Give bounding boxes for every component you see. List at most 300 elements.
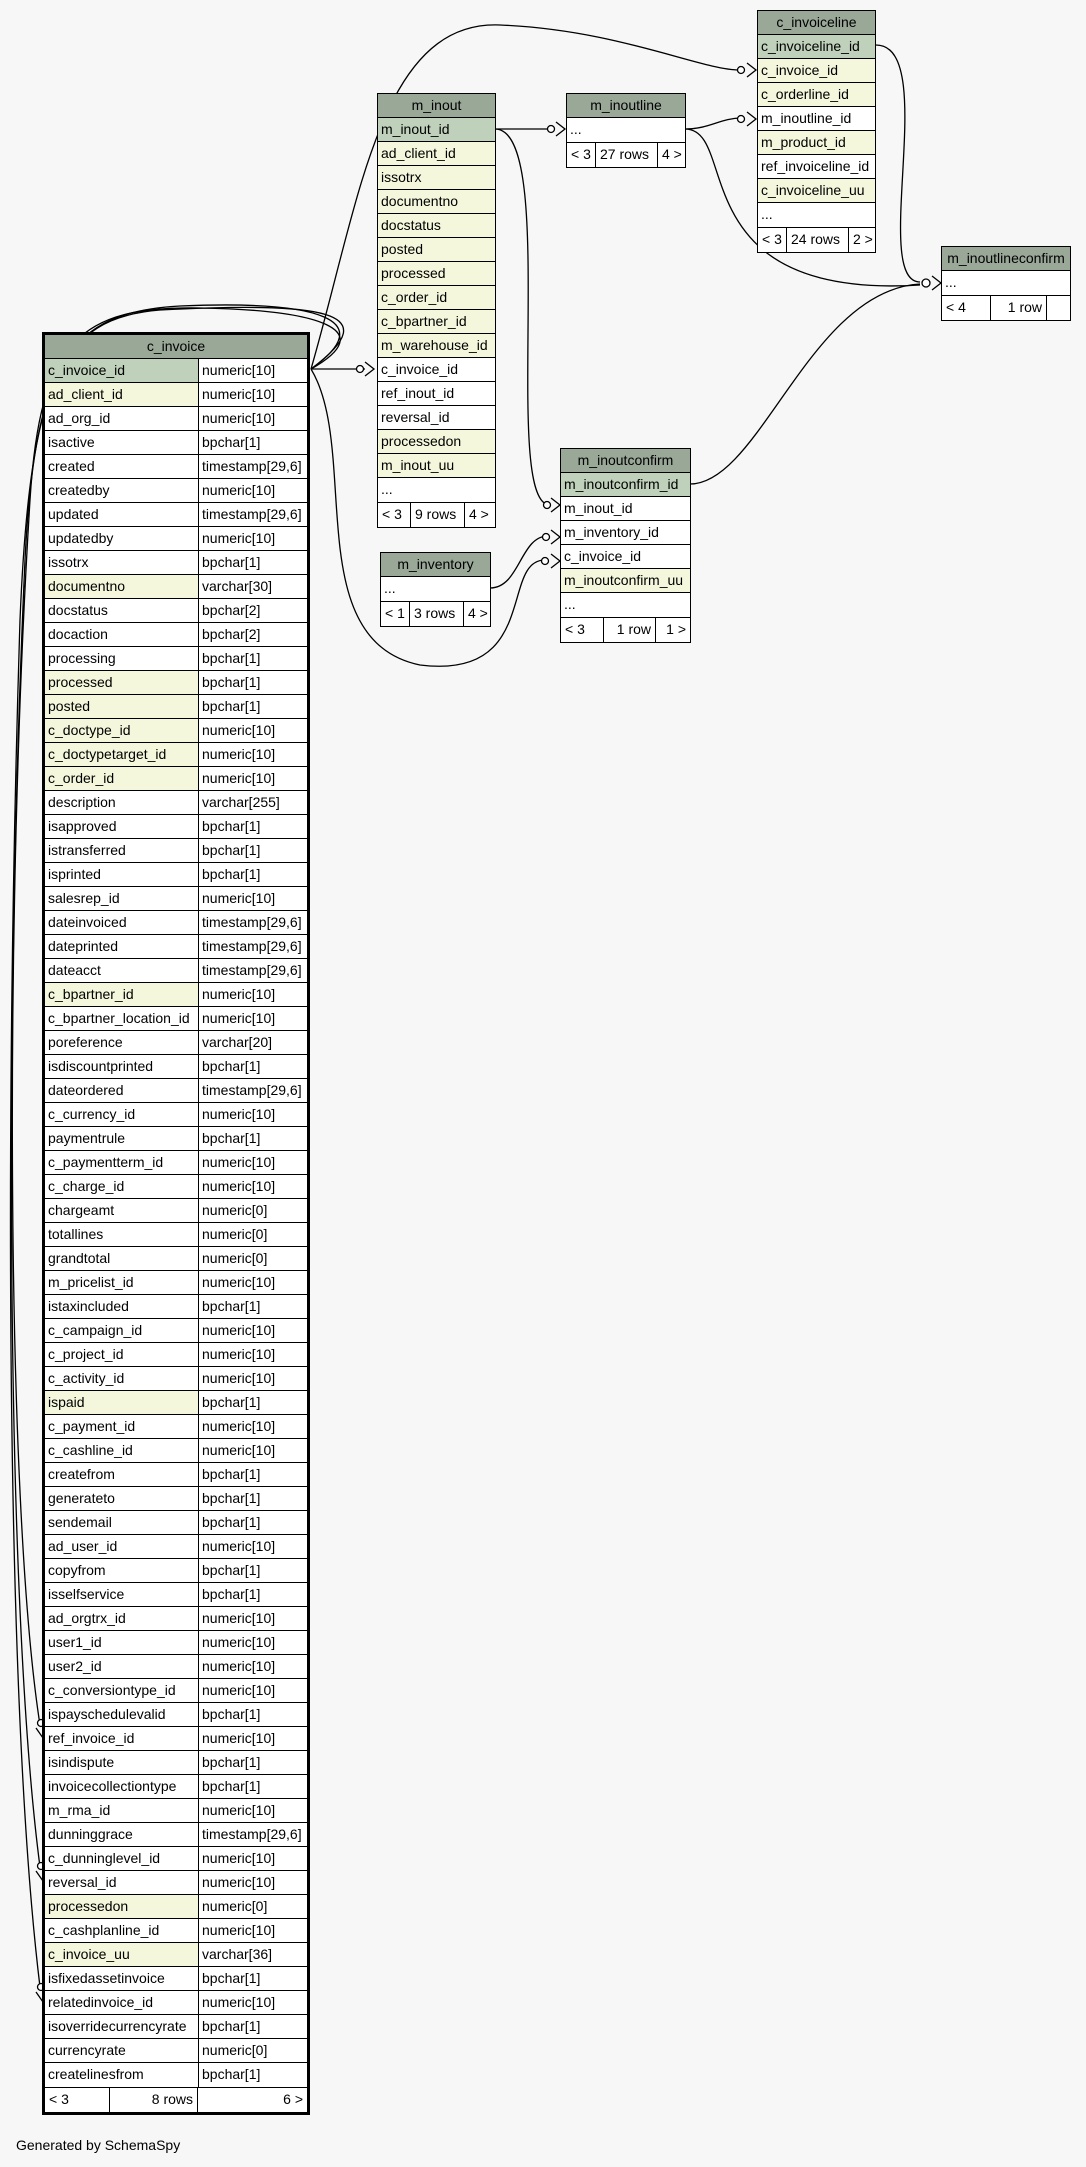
column-row[interactable]: [561, 593, 690, 617]
column-row[interactable]: [45, 863, 307, 887]
edge-marker: [365, 362, 374, 376]
column-type: numeric[10]: [198, 719, 307, 742]
column-type: bpchar[1]: [198, 1583, 307, 1606]
footer-children[interactable]: 4 >: [463, 602, 490, 626]
column-name: copyfrom: [48, 1562, 106, 1578]
column-name: ...: [761, 206, 773, 222]
column-row[interactable]: [45, 1079, 307, 1103]
column-row[interactable]: [45, 959, 307, 983]
column-name: c_orderline_id: [761, 86, 849, 102]
column-row[interactable]: [45, 839, 307, 863]
column-row[interactable]: [561, 473, 690, 497]
column-type: bpchar[1]: [198, 1703, 307, 1726]
column-name: m_warehouse_id: [381, 337, 488, 353]
footer-rows: 1 row: [990, 296, 1046, 320]
column-name: description: [48, 794, 116, 810]
column-name: grandtotal: [48, 1250, 111, 1266]
column-row[interactable]: [45, 575, 307, 599]
column-row[interactable]: [45, 479, 307, 503]
column-type: varchar[255]: [198, 791, 307, 814]
generated-by-credit[interactable]: Generated by SchemaSpy: [16, 2137, 181, 2153]
table-footer: [942, 295, 1070, 320]
column-type: numeric[10]: [198, 1991, 307, 2014]
column-row[interactable]: [45, 911, 307, 935]
column-name: dateordered: [48, 1082, 124, 1098]
column-row[interactable]: [45, 1871, 307, 1895]
column-row[interactable]: [758, 35, 875, 59]
column-name: isapproved: [48, 818, 117, 834]
column-row[interactable]: [45, 1031, 307, 1055]
column-row[interactable]: [378, 118, 495, 142]
column-name: processedon: [48, 1898, 129, 1914]
column-type: bpchar[1]: [198, 1463, 307, 1486]
table-m-inventory[interactable]: [380, 552, 491, 627]
column-name: c_invoiceline_uu: [761, 182, 865, 198]
table-title[interactable]: m_inventory: [381, 553, 490, 577]
footer-children[interactable]: 1 >: [655, 618, 690, 642]
column-type: bpchar[1]: [198, 815, 307, 838]
column-row[interactable]: [561, 569, 690, 593]
column-name: m_inventory_id: [564, 524, 659, 540]
column-type: numeric[0]: [198, 1247, 307, 1270]
edge-inoutconfirm-inventory: [490, 536, 548, 588]
column-type: numeric[10]: [198, 1439, 307, 1462]
column-name: updatedby: [48, 530, 114, 546]
column-row[interactable]: [45, 767, 307, 791]
column-name: processed: [381, 265, 446, 281]
footer-parents[interactable]: < 3: [571, 146, 591, 162]
column-type: numeric[10]: [198, 1847, 307, 1870]
column-name: ...: [384, 580, 396, 596]
column-name: c_conversiontype_id: [48, 1682, 176, 1698]
footer-children[interactable]: 4 >: [657, 143, 685, 167]
column-row[interactable]: [45, 1127, 307, 1151]
column-row[interactable]: [45, 743, 307, 767]
column-type: bpchar[1]: [198, 1295, 307, 1318]
column-name: c_doctype_id: [48, 722, 131, 738]
column-name: ad_client_id: [381, 145, 456, 161]
column-type: bpchar[1]: [198, 1391, 307, 1414]
column-row[interactable]: [45, 455, 307, 479]
column-name: ad_orgtrx_id: [48, 1610, 126, 1626]
column-name: istaxincluded: [48, 1298, 129, 1314]
column-name: c_invoice_id: [381, 361, 459, 377]
column-name: c_order_id: [381, 289, 448, 305]
column-row[interactable]: [45, 887, 307, 911]
column-name: documentno: [48, 578, 126, 594]
column-type: varchar[36]: [198, 1943, 307, 1966]
column-type: timestamp[29,6]: [198, 1079, 307, 1102]
column-name: dateprinted: [48, 938, 119, 954]
column-row[interactable]: [45, 1223, 307, 1247]
column-row[interactable]: [45, 1751, 307, 1775]
column-name: relatedinvoice_id: [48, 1994, 154, 2010]
column-row[interactable]: [45, 1535, 307, 1559]
column-name: invoicecollectiontype: [48, 1778, 177, 1794]
column-name: reversal_id: [48, 1874, 117, 1890]
column-name: ref_invoiceline_id: [761, 158, 870, 174]
footer-children[interactable]: 2 >: [848, 228, 875, 252]
column-name: m_inoutconfirm_uu: [564, 572, 684, 588]
column-type: bpchar[1]: [198, 647, 307, 670]
table-footer: [561, 617, 690, 642]
column-row[interactable]: [45, 359, 307, 383]
footer-rows: 24 rows: [786, 228, 848, 252]
column-name: m_rma_id: [48, 1802, 111, 1818]
column-row[interactable]: [45, 647, 307, 671]
column-row[interactable]: [45, 935, 307, 959]
column-row[interactable]: [378, 286, 495, 310]
column-type: numeric[10]: [198, 1343, 307, 1366]
column-type: numeric[10]: [198, 1655, 307, 1678]
column-name: updated: [48, 506, 99, 522]
column-name: dateacct: [48, 962, 101, 978]
column-type: numeric[10]: [198, 1103, 307, 1126]
column-type: bpchar[2]: [198, 623, 307, 646]
column-row[interactable]: [45, 1823, 307, 1847]
column-name: ispayschedulevalid: [48, 1706, 166, 1722]
column-name: c_invoice_id: [761, 62, 839, 78]
footer-parents[interactable]: < 4: [946, 299, 966, 315]
column-row[interactable]: [378, 262, 495, 286]
footer-parents[interactable]: < 3: [49, 2091, 69, 2107]
column-row[interactable]: [45, 1559, 307, 1583]
column-row[interactable]: [45, 1583, 307, 1607]
footer-rows: 27 rows: [595, 143, 657, 167]
column-row[interactable]: [45, 791, 307, 815]
column-name: c_invoice_uu: [48, 1946, 130, 1962]
column-name: isprinted: [48, 866, 101, 882]
column-row[interactable]: [378, 334, 495, 358]
column-name: ...: [564, 596, 576, 612]
column-row[interactable]: [45, 1847, 307, 1871]
column-row[interactable]: [758, 107, 875, 131]
column-name: docstatus: [48, 602, 108, 618]
column-name: c_bpartner_id: [48, 986, 134, 1002]
column-type: numeric[10]: [198, 1679, 307, 1702]
column-row[interactable]: [45, 551, 307, 575]
column-name: m_inout_id: [381, 121, 450, 137]
column-row[interactable]: [45, 1943, 307, 1967]
column-row[interactable]: [45, 1415, 307, 1439]
column-row[interactable]: [45, 1703, 307, 1727]
column-type: numeric[10]: [198, 527, 307, 550]
column-list: [381, 577, 490, 601]
column-name: ispaid: [48, 1394, 85, 1410]
table-title[interactable]: m_inoutlineconfirm: [942, 247, 1070, 271]
column-name: createlinesfrom: [48, 2066, 144, 2082]
column-row[interactable]: [45, 1631, 307, 1655]
column-row[interactable]: [758, 59, 875, 83]
table-c-invoice[interactable]: [42, 332, 310, 2115]
column-row[interactable]: [45, 1391, 307, 1415]
column-list: [45, 359, 307, 2087]
column-row[interactable]: [45, 431, 307, 455]
footer-children[interactable]: 6 >: [197, 2088, 307, 2112]
column-row[interactable]: [45, 2063, 307, 2087]
column-type: numeric[0]: [198, 1199, 307, 1222]
column-name: generateto: [48, 1490, 115, 1506]
column-type: numeric[10]: [198, 1871, 307, 1894]
column-type: bpchar[1]: [198, 551, 307, 574]
column-row[interactable]: [45, 1511, 307, 1535]
column-row[interactable]: [45, 1103, 307, 1127]
column-row[interactable]: [378, 190, 495, 214]
column-row[interactable]: [45, 1055, 307, 1079]
column-name: m_inout_uu: [381, 457, 455, 473]
column-list: [561, 473, 690, 617]
column-row[interactable]: [45, 1775, 307, 1799]
column-row[interactable]: [45, 1439, 307, 1463]
column-type: timestamp[29,6]: [198, 935, 307, 958]
column-name: ref_invoice_id: [48, 1730, 135, 1746]
edge-inoutconfirm-inout: [495, 129, 550, 505]
column-name: documentno: [381, 193, 459, 209]
column-type: bpchar[1]: [198, 1511, 307, 1534]
column-row[interactable]: [45, 1319, 307, 1343]
column-type: numeric[10]: [198, 1727, 307, 1750]
column-type: numeric[10]: [198, 887, 307, 910]
table-title[interactable]: m_inoutconfirm: [561, 449, 690, 473]
column-row[interactable]: [561, 497, 690, 521]
table-m-inout[interactable]: [377, 93, 496, 528]
column-type: bpchar[1]: [198, 1967, 307, 1990]
table-m-inoutlineconfirm[interactable]: [941, 246, 1071, 321]
column-type: numeric[10]: [198, 1607, 307, 1630]
column-row[interactable]: [758, 203, 875, 227]
column-row[interactable]: [45, 1007, 307, 1031]
table-footer: [378, 502, 495, 527]
column-row[interactable]: [45, 1655, 307, 1679]
footer-rows: 8 rows: [109, 2088, 197, 2112]
edge-marker: [544, 502, 551, 509]
column-name: m_inout_id: [564, 500, 633, 516]
column-name: dunninggrace: [48, 1826, 133, 1842]
table-footer: [758, 227, 875, 252]
edge-marker: [747, 112, 756, 126]
column-row[interactable]: [758, 131, 875, 155]
table-m-inoutconfirm[interactable]: [560, 448, 691, 643]
column-row[interactable]: [45, 695, 307, 719]
table-title[interactable]: m_inoutline: [567, 94, 685, 118]
footer-rows: 1 row: [603, 618, 655, 642]
column-type: bpchar[1]: [198, 1775, 307, 1798]
column-row[interactable]: [942, 271, 1070, 295]
column-row[interactable]: [378, 238, 495, 262]
column-type: timestamp[29,6]: [198, 1823, 307, 1846]
column-name: c_payment_id: [48, 1418, 136, 1434]
column-row[interactable]: [45, 1247, 307, 1271]
column-row[interactable]: [45, 983, 307, 1007]
column-type: numeric[10]: [198, 1799, 307, 1822]
column-type: numeric[10]: [198, 1535, 307, 1558]
column-row[interactable]: [45, 383, 307, 407]
column-type: numeric[10]: [198, 1175, 307, 1198]
table-footer: [45, 2087, 307, 2112]
footer-rows: 3 rows: [409, 602, 463, 626]
footer-children[interactable]: 4 >: [464, 503, 495, 527]
column-row[interactable]: [45, 1967, 307, 1991]
column-row[interactable]: [45, 1295, 307, 1319]
column-row[interactable]: [45, 1463, 307, 1487]
footer-parents[interactable]: < 1: [385, 605, 405, 621]
column-row[interactable]: [378, 430, 495, 454]
table-title[interactable]: c_invoiceline: [758, 11, 875, 35]
column-row[interactable]: [378, 478, 495, 502]
column-row[interactable]: [45, 815, 307, 839]
column-row[interactable]: [567, 118, 685, 142]
column-list: [942, 271, 1070, 295]
column-type: numeric[10]: [198, 383, 307, 406]
column-row[interactable]: [45, 503, 307, 527]
column-name: c_cashline_id: [48, 1442, 133, 1458]
column-type: numeric[10]: [198, 1007, 307, 1030]
column-row[interactable]: [758, 83, 875, 107]
column-name: c_invoiceline_id: [761, 38, 860, 54]
column-name: ad_user_id: [48, 1538, 118, 1554]
column-row[interactable]: [45, 1175, 307, 1199]
column-row[interactable]: [45, 623, 307, 647]
column-row[interactable]: [45, 1727, 307, 1751]
column-row[interactable]: [45, 2015, 307, 2039]
column-name: createdby: [48, 482, 110, 498]
table-footer: [567, 142, 685, 167]
column-type: numeric[10]: [198, 1151, 307, 1174]
column-name: m_inoutline_id: [761, 110, 852, 126]
column-name: isdiscountprinted: [48, 1058, 154, 1074]
column-name: posted: [381, 241, 424, 257]
column-type: bpchar[1]: [198, 695, 307, 718]
column-name: c_campaign_id: [48, 1322, 143, 1338]
column-type: bpchar[1]: [198, 671, 307, 694]
column-type: numeric[10]: [198, 1367, 307, 1390]
edge-marker: [738, 67, 745, 74]
edge-marker: [747, 63, 756, 77]
column-type: varchar[20]: [198, 1031, 307, 1054]
column-name: user2_id: [48, 1658, 102, 1674]
column-row[interactable]: [758, 179, 875, 203]
column-row[interactable]: [381, 577, 490, 601]
column-row[interactable]: [45, 1271, 307, 1295]
column-row[interactable]: [45, 1895, 307, 1919]
column-row[interactable]: [45, 1199, 307, 1223]
column-row[interactable]: [378, 214, 495, 238]
edge-marker: [556, 122, 565, 136]
column-row[interactable]: [378, 382, 495, 406]
table-footer: [381, 601, 490, 626]
column-name: posted: [48, 698, 91, 714]
column-type: numeric[10]: [198, 479, 307, 502]
column-row[interactable]: [45, 2039, 307, 2063]
column-row[interactable]: [45, 671, 307, 695]
column-row[interactable]: [45, 719, 307, 743]
column-row[interactable]: [378, 310, 495, 334]
table-title[interactable]: m_inout: [378, 94, 495, 118]
table-title[interactable]: c_invoice: [45, 335, 307, 359]
column-row[interactable]: [45, 1343, 307, 1367]
column-name: sendemail: [48, 1514, 112, 1530]
column-type: numeric[10]: [198, 1919, 307, 1942]
column-name: salesrep_id: [48, 890, 120, 906]
column-row[interactable]: [378, 454, 495, 478]
column-type: numeric[10]: [198, 1319, 307, 1342]
column-type: bpchar[1]: [198, 431, 307, 454]
edge-marker: [551, 554, 560, 568]
column-row[interactable]: [45, 1919, 307, 1943]
column-name: paymentrule: [48, 1130, 126, 1146]
column-row[interactable]: [378, 358, 495, 382]
column-type: bpchar[1]: [198, 1487, 307, 1510]
column-name: c_doctypetarget_id: [48, 746, 167, 762]
column-name: ...: [381, 481, 393, 497]
column-row[interactable]: [45, 407, 307, 431]
column-row[interactable]: [45, 1151, 307, 1175]
column-name: dateinvoiced: [48, 914, 127, 930]
column-list: [758, 35, 875, 227]
column-name: c_project_id: [48, 1346, 124, 1362]
footer-parents[interactable]: < 3: [382, 506, 402, 522]
column-list: [567, 118, 685, 142]
column-row[interactable]: [758, 155, 875, 179]
column-type: timestamp[29,6]: [198, 911, 307, 934]
column-type: bpchar[1]: [198, 1055, 307, 1078]
column-row[interactable]: [45, 1607, 307, 1631]
table-m-inoutline[interactable]: [566, 93, 686, 168]
edge-marker: [932, 276, 941, 290]
column-row[interactable]: [45, 599, 307, 623]
column-name: c_order_id: [48, 770, 115, 786]
edge-marker: [357, 366, 364, 373]
column-name: c_bpartner_id: [381, 313, 467, 329]
column-row[interactable]: [45, 1991, 307, 2015]
column-type: numeric[0]: [198, 1223, 307, 1246]
column-row[interactable]: [378, 142, 495, 166]
column-name: isfixedassetinvoice: [48, 1970, 165, 1986]
column-row[interactable]: [45, 1487, 307, 1511]
column-row[interactable]: [45, 1679, 307, 1703]
column-type: bpchar[2]: [198, 599, 307, 622]
column-row[interactable]: [45, 1799, 307, 1823]
column-type: numeric[10]: [198, 359, 307, 382]
column-name: docaction: [48, 626, 108, 642]
column-row[interactable]: [45, 1367, 307, 1391]
column-type: bpchar[1]: [198, 1127, 307, 1150]
column-row[interactable]: [45, 527, 307, 551]
footer-parents[interactable]: < 3: [565, 621, 585, 637]
column-name: isselfservice: [48, 1586, 125, 1602]
column-type: bpchar[1]: [198, 863, 307, 886]
column-name: isindispute: [48, 1754, 115, 1770]
column-row[interactable]: [561, 521, 690, 545]
edge-marker: [551, 498, 560, 512]
column-type: varchar[30]: [198, 575, 307, 598]
column-name: created: [48, 458, 95, 474]
footer-children[interactable]: [1046, 296, 1070, 320]
column-row[interactable]: [378, 166, 495, 190]
column-name: issotrx: [48, 554, 89, 570]
column-name: m_product_id: [761, 134, 846, 150]
column-name: isoverridecurrencyrate: [48, 2018, 187, 2034]
table-c-invoiceline[interactable]: [757, 10, 876, 253]
column-name: c_bpartner_location_id: [48, 1010, 190, 1026]
column-row[interactable]: [378, 406, 495, 430]
column-name: istransferred: [48, 842, 126, 858]
column-type: numeric[10]: [198, 1631, 307, 1654]
column-row[interactable]: [561, 545, 690, 569]
column-type: numeric[10]: [198, 1415, 307, 1438]
column-name: ad_client_id: [48, 386, 123, 402]
footer-parents[interactable]: < 3: [762, 231, 782, 247]
